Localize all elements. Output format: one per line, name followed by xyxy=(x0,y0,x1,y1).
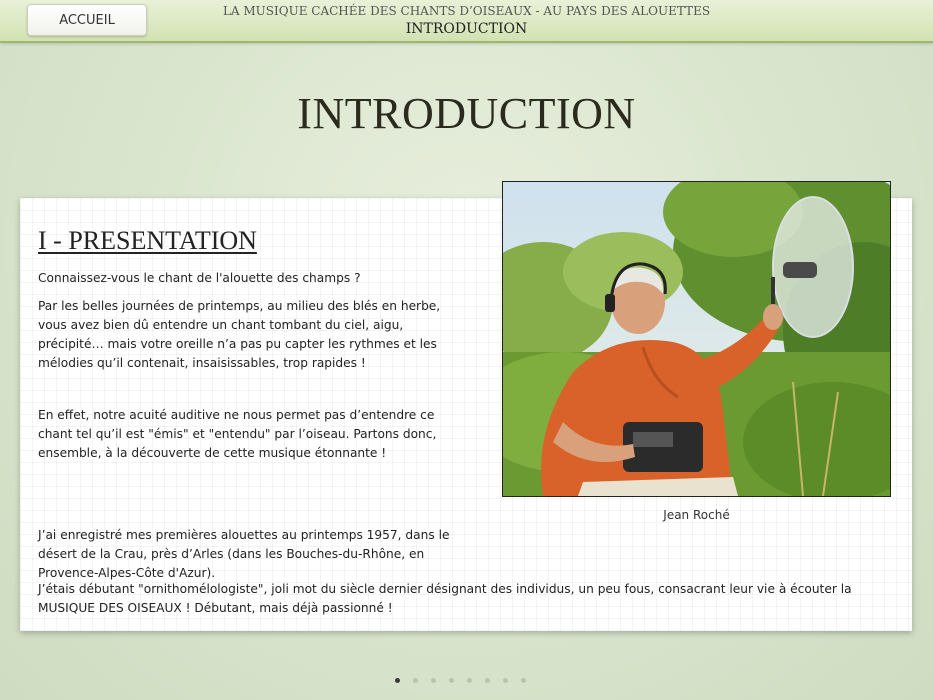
home-button[interactable]: ACCUEIL xyxy=(27,4,147,36)
page-dot-5[interactable] xyxy=(467,678,472,683)
page-dot-6[interactable] xyxy=(485,678,490,683)
page-dot-2[interactable] xyxy=(413,678,418,683)
page-title: INTRODUCTION xyxy=(297,89,636,138)
top-navigation-bar xyxy=(0,0,933,43)
paragraph-ornithomelologist: J’étais débutant "ornithomélologiste", joli mot du siècle dernier désignant des individus, un peu fous, consacrant leur vie à écouter la MUSIQUE DES OISEAUX ! Débutant, mais déjà passionné ! xyxy=(38,582,852,615)
page-dot-8[interactable] xyxy=(521,678,526,683)
page-indicator xyxy=(395,678,526,683)
page-dot-3[interactable] xyxy=(431,678,436,683)
page-dot-4[interactable] xyxy=(449,678,454,683)
paragraph-recording: J’ai enregistré mes premières alouettes au printemps 1957, dans le désert de la Crau, près d’Arles (dans les Bouches-du-Rhône, en Provence-Alpes-Côte d'Azur). xyxy=(38,528,450,580)
page-dot-1[interactable] xyxy=(395,678,400,683)
section-title: I - PRESENTATION xyxy=(38,226,257,255)
chapter-subtitle: INTRODUCTION xyxy=(405,21,528,37)
paragraph-question: Connaissez-vous le chant de l'alouette des champs ? xyxy=(38,271,361,285)
photo-caption: Jean Roché xyxy=(663,508,730,522)
page-dot-7[interactable] xyxy=(503,678,508,683)
photo-jean-roche xyxy=(502,181,891,497)
paragraph-spring: Par les belles journées de printemps, au milieu des blés en herbe, vous avez bien dû entendre un chant tombant du ciel, aigu, précipité… mais votre oreille n’a pas pu capter les rythmes et les mélodies qu’il contenait, insaisissables, trop rapides ! xyxy=(38,299,441,370)
book-title: LA MUSIQUE CACHÉE DES CHANTS D’OISEAUX - AU PAYS DES ALOUETTES xyxy=(222,4,711,18)
paragraph-acuity: En effet, notre acuité auditive ne nous permet pas d’entendre ce chant tel qu’il est "émis" et "entendu" par l’oiseau. Partons donc, ensemble, à la découverte de cette musique étonnante ! xyxy=(38,408,437,460)
photo-illustration xyxy=(503,182,890,496)
